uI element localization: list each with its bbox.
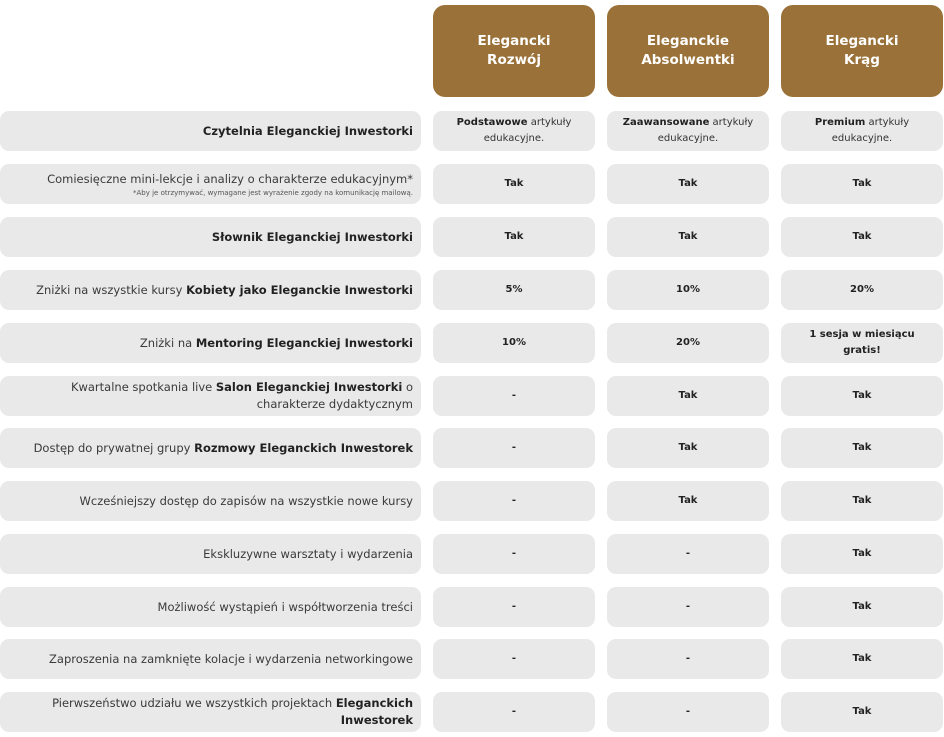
value-cell: -: [607, 692, 769, 732]
plan-title-line2: Absolwentki: [641, 52, 735, 68]
plan-header-elegancki-rozwoj: [433, 5, 595, 97]
value-cell: Podstawowe artykuły edukacyjne.: [433, 111, 595, 151]
value-cell: 20%: [781, 270, 943, 310]
value-cell: 10%: [607, 270, 769, 310]
value-cell: -: [607, 534, 769, 574]
feature-label: Możliwość wystąpień i współtworzenia treści: [0, 587, 421, 627]
value-cell: Tak: [781, 428, 943, 468]
feature-label: Comiesięczne mini-lekcje i analizy o charakterze edukacyjnym* *Aby je otrzymywać, wymagane jest wyrażenie zgody na komunikację mailową.: [0, 164, 421, 204]
value-cell: -: [433, 587, 595, 627]
value-cell: -: [433, 639, 595, 679]
feature-label: Słownik Eleganckiej Inwestorki: [0, 217, 421, 257]
value-cell: Tak: [607, 428, 769, 468]
value-cell: Tak: [607, 481, 769, 521]
value-cell: Tak: [781, 376, 943, 416]
feature-label: Kwartalne spotkania live Salon Eleganckiej Inwestorki o charakterze dydaktycznym: [0, 376, 421, 416]
value-cell: -: [433, 481, 595, 521]
plan-header-eleganckie-absolwentki: [607, 5, 769, 97]
value-cell: Tak: [607, 376, 769, 416]
feature-label: Zaproszenia na zamknięte kolacje i wydarzenia networkingowe: [0, 639, 421, 679]
feature-row-kolacje: [0, 639, 944, 679]
feature-row-znizki-kursy: [0, 270, 944, 310]
consent-footnote: *Aby je otrzymywać, wymagane jest wyrażenie zgody na komunikację mailową.: [133, 188, 413, 197]
feature-row-grupa: [0, 428, 944, 468]
feature-label: Pierwszeństwo udziału we wszystkich projektach Eleganckich Inwestorek: [0, 692, 421, 732]
value-cell: Tak: [433, 164, 595, 204]
feature-row-slownik: [0, 217, 944, 257]
value-cell: Premium artykuły edukacyjne.: [781, 111, 943, 151]
value-cell: Tak: [781, 639, 943, 679]
value-cell: -: [607, 587, 769, 627]
value-cell: 10%: [433, 323, 595, 363]
value-cell: Tak: [781, 164, 943, 204]
plan-title-line2: Rozwój: [487, 52, 541, 68]
value-cell: 5%: [433, 270, 595, 310]
feature-label: Wcześniejszy dostęp do zapisów na wszystkie nowe kursy: [0, 481, 421, 521]
feature-row-warsztaty: [0, 534, 944, 574]
value-cell: -: [607, 639, 769, 679]
value-cell: Tak: [781, 534, 943, 574]
feature-row-wystapienia: [0, 587, 944, 627]
value-cell: -: [433, 376, 595, 416]
value-cell: 1 sesja w miesiącu gratis!: [781, 323, 943, 363]
value-cell: Tak: [781, 481, 943, 521]
value-cell: 20%: [607, 323, 769, 363]
feature-label: Dostęp do prywatnej grupy Rozmowy Eleganckich Inwestorek: [0, 428, 421, 468]
feature-row-wczesniejszy-dostep: [0, 481, 944, 521]
value-cell: Tak: [781, 217, 943, 257]
plan-header-elegancki-krag: [781, 5, 943, 97]
value-cell: -: [433, 534, 595, 574]
value-cell: Tak: [433, 217, 595, 257]
value-cell: Tak: [781, 692, 943, 732]
plan-title-line1: Elegancki: [477, 33, 551, 49]
plan-title-line1: Eleganckie: [646, 33, 730, 49]
feature-label: Zniżki na Mentoring Eleganckiej Inwestorki: [0, 323, 421, 363]
feature-row-czytelnia: [0, 111, 944, 151]
feature-label: Zniżki na wszystkie kursy Kobiety jako Eleganckie Inwestorki: [0, 270, 421, 310]
feature-label: Czytelnia Eleganckiej Inwestorki: [0, 111, 421, 151]
feature-row-znizki-mentoring: [0, 323, 944, 363]
value-cell: Zaawansowane artykuły edukacyjne.: [607, 111, 769, 151]
value-cell: Tak: [781, 587, 943, 627]
feature-row-pierwszenstwo: [0, 692, 944, 732]
feature-row-salon: [0, 376, 944, 416]
value-cell: -: [433, 692, 595, 732]
plan-title-line1: Elegancki: [825, 33, 899, 49]
value-cell: Tak: [607, 164, 769, 204]
feature-label: Ekskluzywne warsztaty i wydarzenia: [0, 534, 421, 574]
value-cell: Tak: [607, 217, 769, 257]
plan-title-line2: Krąg: [844, 52, 880, 68]
feature-row-mini-lekcje: [0, 164, 944, 204]
value-cell: -: [433, 428, 595, 468]
